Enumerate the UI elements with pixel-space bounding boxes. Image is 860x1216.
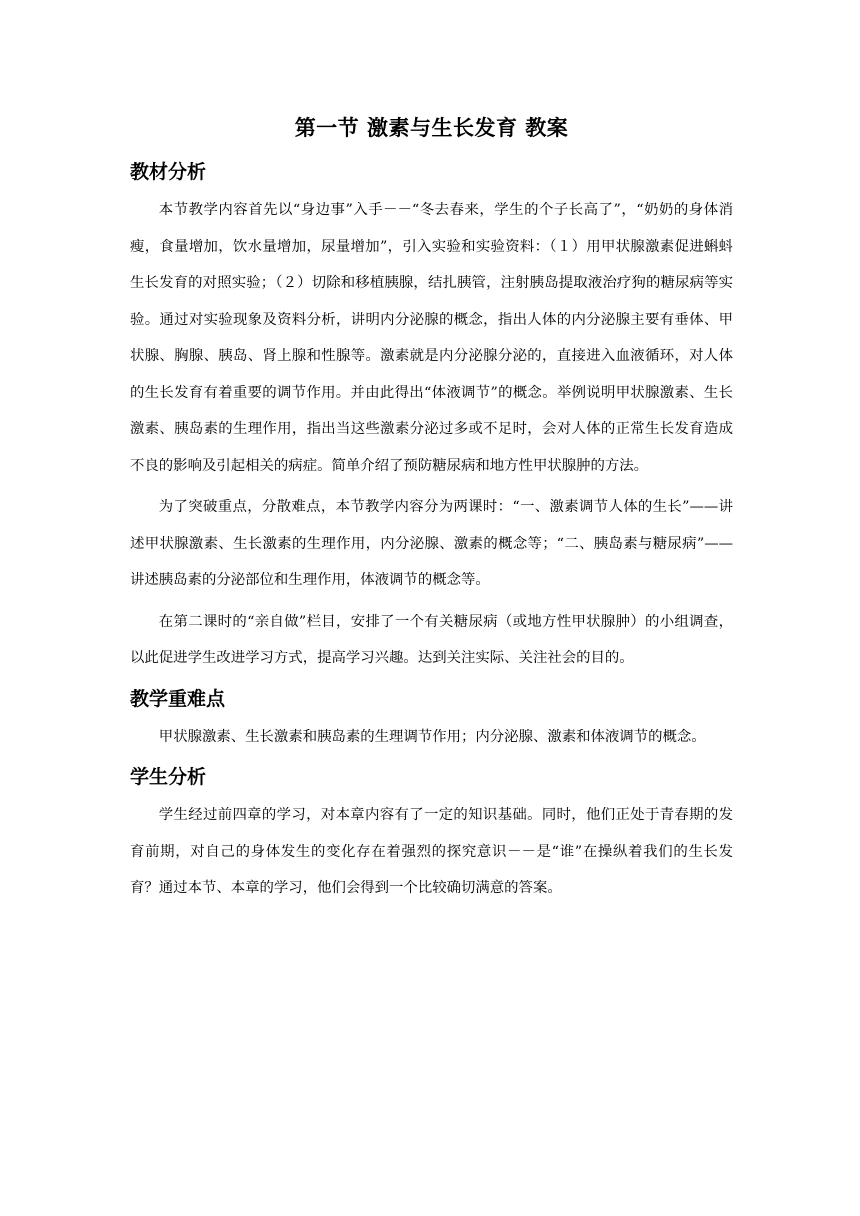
paragraph: 学生经过前四章的学习，对本章内容有了一定的知识基础。同时，他们正处于青春期的发育前期，对自己的身体发生的变化存在着强烈的探究意识－－是“谁”在操纵着我们的生长发育？通过本节、本章的学习，他们会得到一个比较确切满意的答案。: [130, 807, 733, 896]
section-heading: 学生分析: [130, 766, 207, 788]
paragraph: 本节教学内容首先以“身边事”入手－－“冬去春来，学生的个子长高了”，“奶奶的身体消瘦，食量增加，饮水量增加，尿量增加”，引入实验和实验资料：（１）用甲状腺激素促进蝌蚪生长发育的对照实验；（２）切除和移植胰腺，结扎胰管，注射胰岛提取液治疗狗的糖尿病等实验。通过对实验现象及资料分析，讲明内分泌腺的概念，指出人体的内分泌腺主要有垂体、甲状腺、胸腺、胰岛、肾上腺和性腺等。激素就是内分泌腺分泌的，直接进入血液循环，对人体的生长发育有着重要的调节作用。并由此得出“体液调节”的概念。举例说明甲状腺激素、生长激素、胰岛素的生理作用，指出当这些激素分泌过多或不足时，会对人体的正常生长发育造成不良的影响及引起相关的病症。简单介绍了预防糖尿病和地方性甲状腺肿的方法。: [130, 202, 733, 474]
section-textbook-analysis: [130, 154, 733, 677]
paragraph: 甲状腺激素、生长激素和胰岛素的生理调节作用；内分泌腺、激素和体液调节的概念。: [158, 728, 706, 745]
paragraph: 在第二课时的“亲自做”栏目，安排了一个有关糖尿病（或地方性甲状腺肿）的小组调查，以此促进学生改进学习方式，提高学习兴趣。达到关注实际、关注社会的目的。: [130, 613, 733, 666]
section-heading: 教材分析: [130, 161, 207, 183]
section-key-difficulties: [130, 681, 733, 756]
document-title: 第一节 激素与生长发育 教案: [294, 116, 569, 140]
section-student-analysis: [130, 759, 733, 907]
paragraph: 为了突破重点，分散难点，本节教学内容分为两课时：“一、激素调节人体的生长”——讲述甲状腺激素、生长激素的生理作用，内分泌腺、激素的概念等；“二、胰岛素与糖尿病”——讲述胰岛素的分泌部位和生理作用，体液调节的概念等。: [130, 499, 733, 588]
section-heading: 教学重难点: [130, 687, 226, 710]
